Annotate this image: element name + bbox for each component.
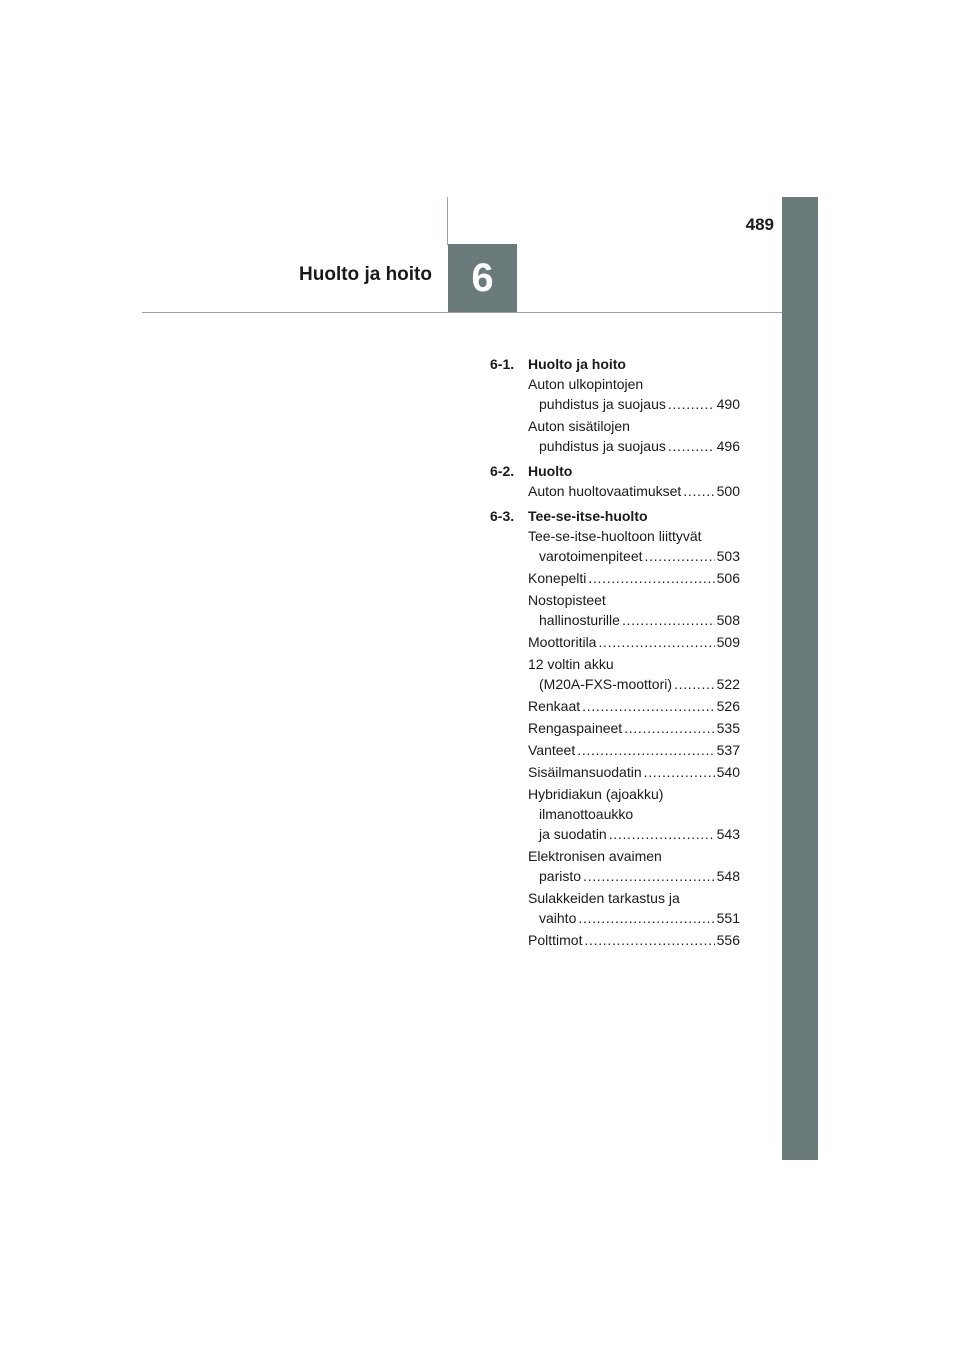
toc-page-number: 535 — [716, 720, 740, 736]
toc-section — [490, 506, 740, 950]
toc-entry-label: paristo — [539, 868, 582, 884]
toc-entry-label: Vanteet — [528, 742, 576, 758]
toc-page-number: 548 — [716, 868, 740, 884]
toc-leader-dots — [668, 436, 715, 456]
toc-page-number: 537 — [716, 742, 740, 758]
toc-section — [490, 354, 740, 456]
toc-leader-dots — [622, 610, 715, 630]
toc-entry-label: puhdistus ja suojaus — [539, 396, 666, 412]
toc-page-number: 506 — [716, 570, 740, 586]
toc-entry[interactable] — [528, 740, 740, 760]
toc-entry-label: Nostopisteet — [528, 592, 606, 608]
toc-entry-label: varotoimenpiteet — [539, 548, 643, 564]
toc-section — [490, 461, 740, 501]
toc-leader-dots — [609, 824, 715, 844]
toc-section-heading[interactable] — [490, 354, 740, 374]
toc-page-number: 526 — [716, 698, 740, 714]
toc-leader-dots — [583, 866, 715, 886]
toc-page-number: 556 — [716, 932, 740, 948]
toc-section-title: Tee-se-itse-huolto — [528, 508, 648, 524]
toc-entry[interactable] — [528, 784, 740, 844]
toc-leader-dots — [584, 930, 714, 950]
toc-leader-dots — [577, 740, 714, 760]
toc-entry-label: Rengaspaineet — [528, 720, 623, 736]
toc-section-title: Huolto — [528, 463, 573, 479]
toc-entry[interactable] — [528, 762, 740, 782]
toc-leader-dots — [683, 481, 714, 501]
toc-page-number: 522 — [716, 676, 740, 692]
toc-entry-label: ja suodatin — [539, 826, 607, 842]
toc-entry-label: Polttimot — [528, 932, 583, 948]
chapter-number-box: 6 — [448, 244, 517, 313]
toc-entry-label: Auton sisätilojen — [528, 418, 630, 434]
toc-section-number: 6-2. — [490, 463, 515, 479]
toc-entry-label: Elektronisen avaimen — [528, 848, 662, 864]
toc-entry[interactable] — [528, 888, 740, 928]
toc-entry[interactable] — [528, 568, 740, 588]
chapter-title: Huolto ja hoito — [299, 264, 432, 285]
toc-section-number: 6-3. — [490, 508, 515, 524]
toc-entry[interactable] — [528, 696, 740, 716]
toc-leader-dots — [598, 632, 714, 652]
toc-entry-label: puhdistus ja suojaus — [539, 438, 666, 454]
header-divider-horizontal — [142, 312, 782, 313]
toc-leader-dots — [674, 674, 715, 694]
toc-entry[interactable] — [528, 416, 740, 456]
toc-page-number: 496 — [716, 438, 740, 454]
toc-entry[interactable] — [528, 846, 740, 886]
toc-leader-dots — [624, 718, 714, 738]
toc-page-number: 551 — [716, 910, 740, 926]
toc-entry[interactable] — [528, 930, 740, 950]
toc-page-number: 500 — [716, 483, 740, 499]
toc-section-heading[interactable] — [490, 506, 740, 526]
toc-entry-label: Renkaat — [528, 698, 581, 714]
toc-leader-dots — [578, 908, 714, 928]
toc-page-number: 503 — [716, 548, 740, 564]
toc-entry[interactable] — [528, 632, 740, 652]
toc-leader-dots — [645, 546, 715, 566]
toc-page-number: 509 — [716, 634, 740, 650]
toc-entry[interactable] — [528, 481, 740, 501]
toc-page-number: 540 — [716, 764, 740, 780]
toc-entry-label: Sulakkeiden tarkastus ja — [528, 890, 680, 906]
toc-entry-label: Konepelti — [528, 570, 587, 586]
toc-entry[interactable] — [528, 526, 740, 566]
toc-page-number: 508 — [716, 612, 740, 628]
toc-entry-label: Auton ulkopintojen — [528, 376, 644, 392]
toc-page-number: 490 — [716, 396, 740, 412]
toc-entry-label: Moottoritila — [528, 634, 597, 650]
toc-entry-label: vaihto — [539, 910, 577, 926]
toc-entry-label: 12 voltin akku — [528, 656, 614, 672]
toc-leader-dots — [582, 696, 714, 716]
header-divider-vertical — [447, 197, 448, 245]
toc-page-number: 543 — [716, 826, 740, 842]
toc-entry-label: Auton huoltovaatimukset — [528, 483, 682, 499]
toc-section-heading[interactable] — [490, 461, 740, 481]
toc-entry[interactable] — [528, 374, 740, 414]
toc-entry[interactable] — [528, 718, 740, 738]
table-of-contents — [490, 354, 740, 955]
toc-entry[interactable] — [528, 590, 740, 630]
toc-leader-dots — [668, 394, 715, 414]
page-number: 489 — [745, 215, 774, 234]
toc-entry-label: Tee-se-itse-huoltoon liittyvät — [528, 528, 702, 544]
toc-entry-label: Sisäilmansuodatin — [528, 764, 642, 780]
toc-section-title: Huolto ja hoito — [528, 356, 626, 372]
toc-entry-label: (M20A-FXS-moottori) — [539, 676, 673, 692]
toc-leader-dots — [644, 762, 715, 782]
toc-entry-label: ilmanottoaukko — [539, 806, 634, 822]
toc-section-number: 6-1. — [490, 356, 515, 372]
chapter-thumb-tab — [782, 197, 818, 1160]
toc-entry[interactable] — [528, 654, 740, 694]
toc-leader-dots — [588, 568, 714, 588]
toc-entry-label: Hybridiakun (ajoakku) — [528, 786, 664, 802]
toc-entry-label: hallinosturille — [539, 612, 620, 628]
